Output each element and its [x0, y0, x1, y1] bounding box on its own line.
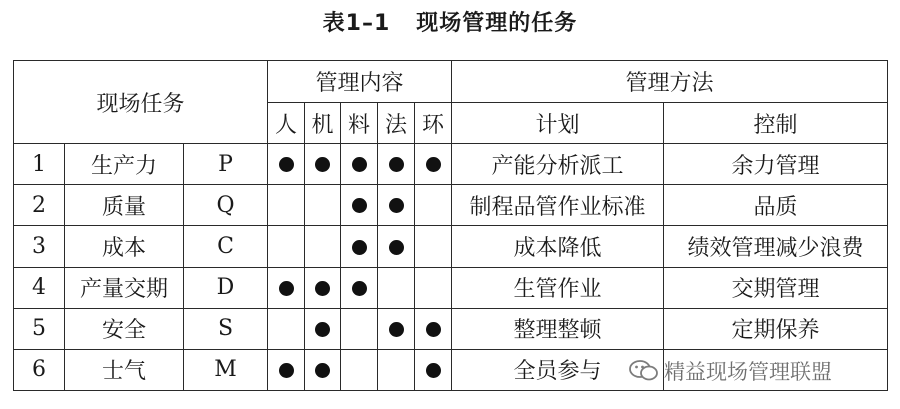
mark-cell-method [378, 308, 415, 349]
row-code: S [184, 308, 268, 349]
row-control: 品质 [664, 185, 888, 226]
filled-dot-icon [279, 157, 294, 172]
filled-dot-icon [352, 157, 367, 172]
mark-cell-material [341, 144, 378, 185]
filled-dot-icon [389, 198, 404, 213]
watermark-text: 精益现场管理联盟 [664, 360, 832, 384]
header-task: 现场任务 [14, 61, 268, 144]
row-control: 交期管理 [664, 267, 888, 308]
mark-cell-method [378, 144, 415, 185]
mark-cell-material [341, 267, 378, 308]
row-task: 生产力 [65, 144, 184, 185]
row-number: 2 [14, 185, 65, 226]
mark-cell-environment [415, 308, 452, 349]
row-control: 绩效管理减少浪费 [664, 226, 888, 267]
row-number: 1 [14, 144, 65, 185]
mark-cell-people [268, 267, 305, 308]
mark-cell-people [268, 226, 305, 267]
table-row [14, 226, 888, 267]
filled-dot-icon [279, 363, 294, 378]
management-table [13, 60, 888, 391]
mark-cell-method [378, 185, 415, 226]
row-plan: 生管作业 [452, 267, 664, 308]
row-code: Q [184, 185, 268, 226]
row-code: P [184, 144, 268, 185]
row-task: 成本 [65, 226, 184, 267]
filled-dot-icon [389, 157, 404, 172]
mark-cell-machine [305, 308, 341, 349]
row-task: 安全 [65, 308, 184, 349]
row-task: 产量交期 [65, 267, 184, 308]
table-caption: 现场管理的任务 [416, 11, 578, 36]
table-row [14, 308, 888, 349]
table-row [14, 185, 888, 226]
row-number: 3 [14, 226, 65, 267]
mark-cell-material [341, 349, 378, 390]
row-task: 质量 [65, 185, 184, 226]
filled-dot-icon [352, 240, 367, 255]
mark-cell-material [341, 226, 378, 267]
filled-dot-icon [352, 281, 367, 296]
filled-dot-icon [315, 157, 330, 172]
row-task: 士气 [65, 349, 184, 390]
mark-cell-machine [305, 226, 341, 267]
header-content-people: 人 [268, 103, 305, 144]
mark-cell-machine [305, 267, 341, 308]
filled-dot-icon [352, 198, 367, 213]
header-content-material: 料 [341, 103, 378, 144]
mark-cell-environment [415, 185, 452, 226]
filled-dot-icon [426, 322, 441, 337]
mark-cell-environment [415, 349, 452, 390]
header-content-environment: 环 [415, 103, 452, 144]
filled-dot-icon [315, 322, 330, 337]
filled-dot-icon [389, 322, 404, 337]
filled-dot-icon [315, 281, 330, 296]
row-number: 4 [14, 267, 65, 308]
mark-cell-material [341, 185, 378, 226]
row-control: 定期保养 [664, 308, 888, 349]
header-content-method: 法 [378, 103, 415, 144]
row-code: M [184, 349, 268, 390]
header-control: 控制 [664, 103, 888, 144]
mark-cell-method [378, 267, 415, 308]
row-number: 5 [14, 308, 65, 349]
table-row [14, 267, 888, 308]
watermark [628, 357, 832, 385]
filled-dot-icon [426, 363, 441, 378]
row-plan: 成本降低 [452, 226, 664, 267]
row-control: 余力管理 [664, 144, 888, 185]
header-content: 管理内容 [268, 61, 452, 103]
header-plan: 计划 [452, 103, 664, 144]
table-row [14, 144, 888, 185]
mark-cell-material [341, 308, 378, 349]
row-number: 6 [14, 349, 65, 390]
mark-cell-people [268, 308, 305, 349]
mark-cell-environment [415, 144, 452, 185]
table-number: 表1–1 [322, 11, 391, 36]
mark-cell-environment [415, 226, 452, 267]
filled-dot-icon [389, 240, 404, 255]
filled-dot-icon [426, 157, 441, 172]
mark-cell-machine [305, 185, 341, 226]
filled-dot-icon [279, 281, 294, 296]
filled-dot-icon [315, 363, 330, 378]
wechat-icon [628, 358, 660, 384]
mark-cell-environment [415, 267, 452, 308]
mark-cell-people [268, 144, 305, 185]
mark-cell-machine [305, 349, 341, 390]
mark-cell-machine [305, 144, 341, 185]
mark-cell-method [378, 226, 415, 267]
row-plan: 全员参与 [452, 349, 664, 390]
row-plan: 产能分析派工 [452, 144, 664, 185]
mark-cell-people [268, 185, 305, 226]
row-code: C [184, 226, 268, 267]
header-content-machine: 机 [305, 103, 341, 144]
row-code: D [184, 267, 268, 308]
row-plan: 整理整顿 [452, 308, 664, 349]
mark-cell-method [378, 349, 415, 390]
row-plan: 制程品管作业标准 [452, 185, 664, 226]
header-method: 管理方法 [452, 61, 888, 103]
mark-cell-people [268, 349, 305, 390]
table-title [0, 6, 900, 37]
